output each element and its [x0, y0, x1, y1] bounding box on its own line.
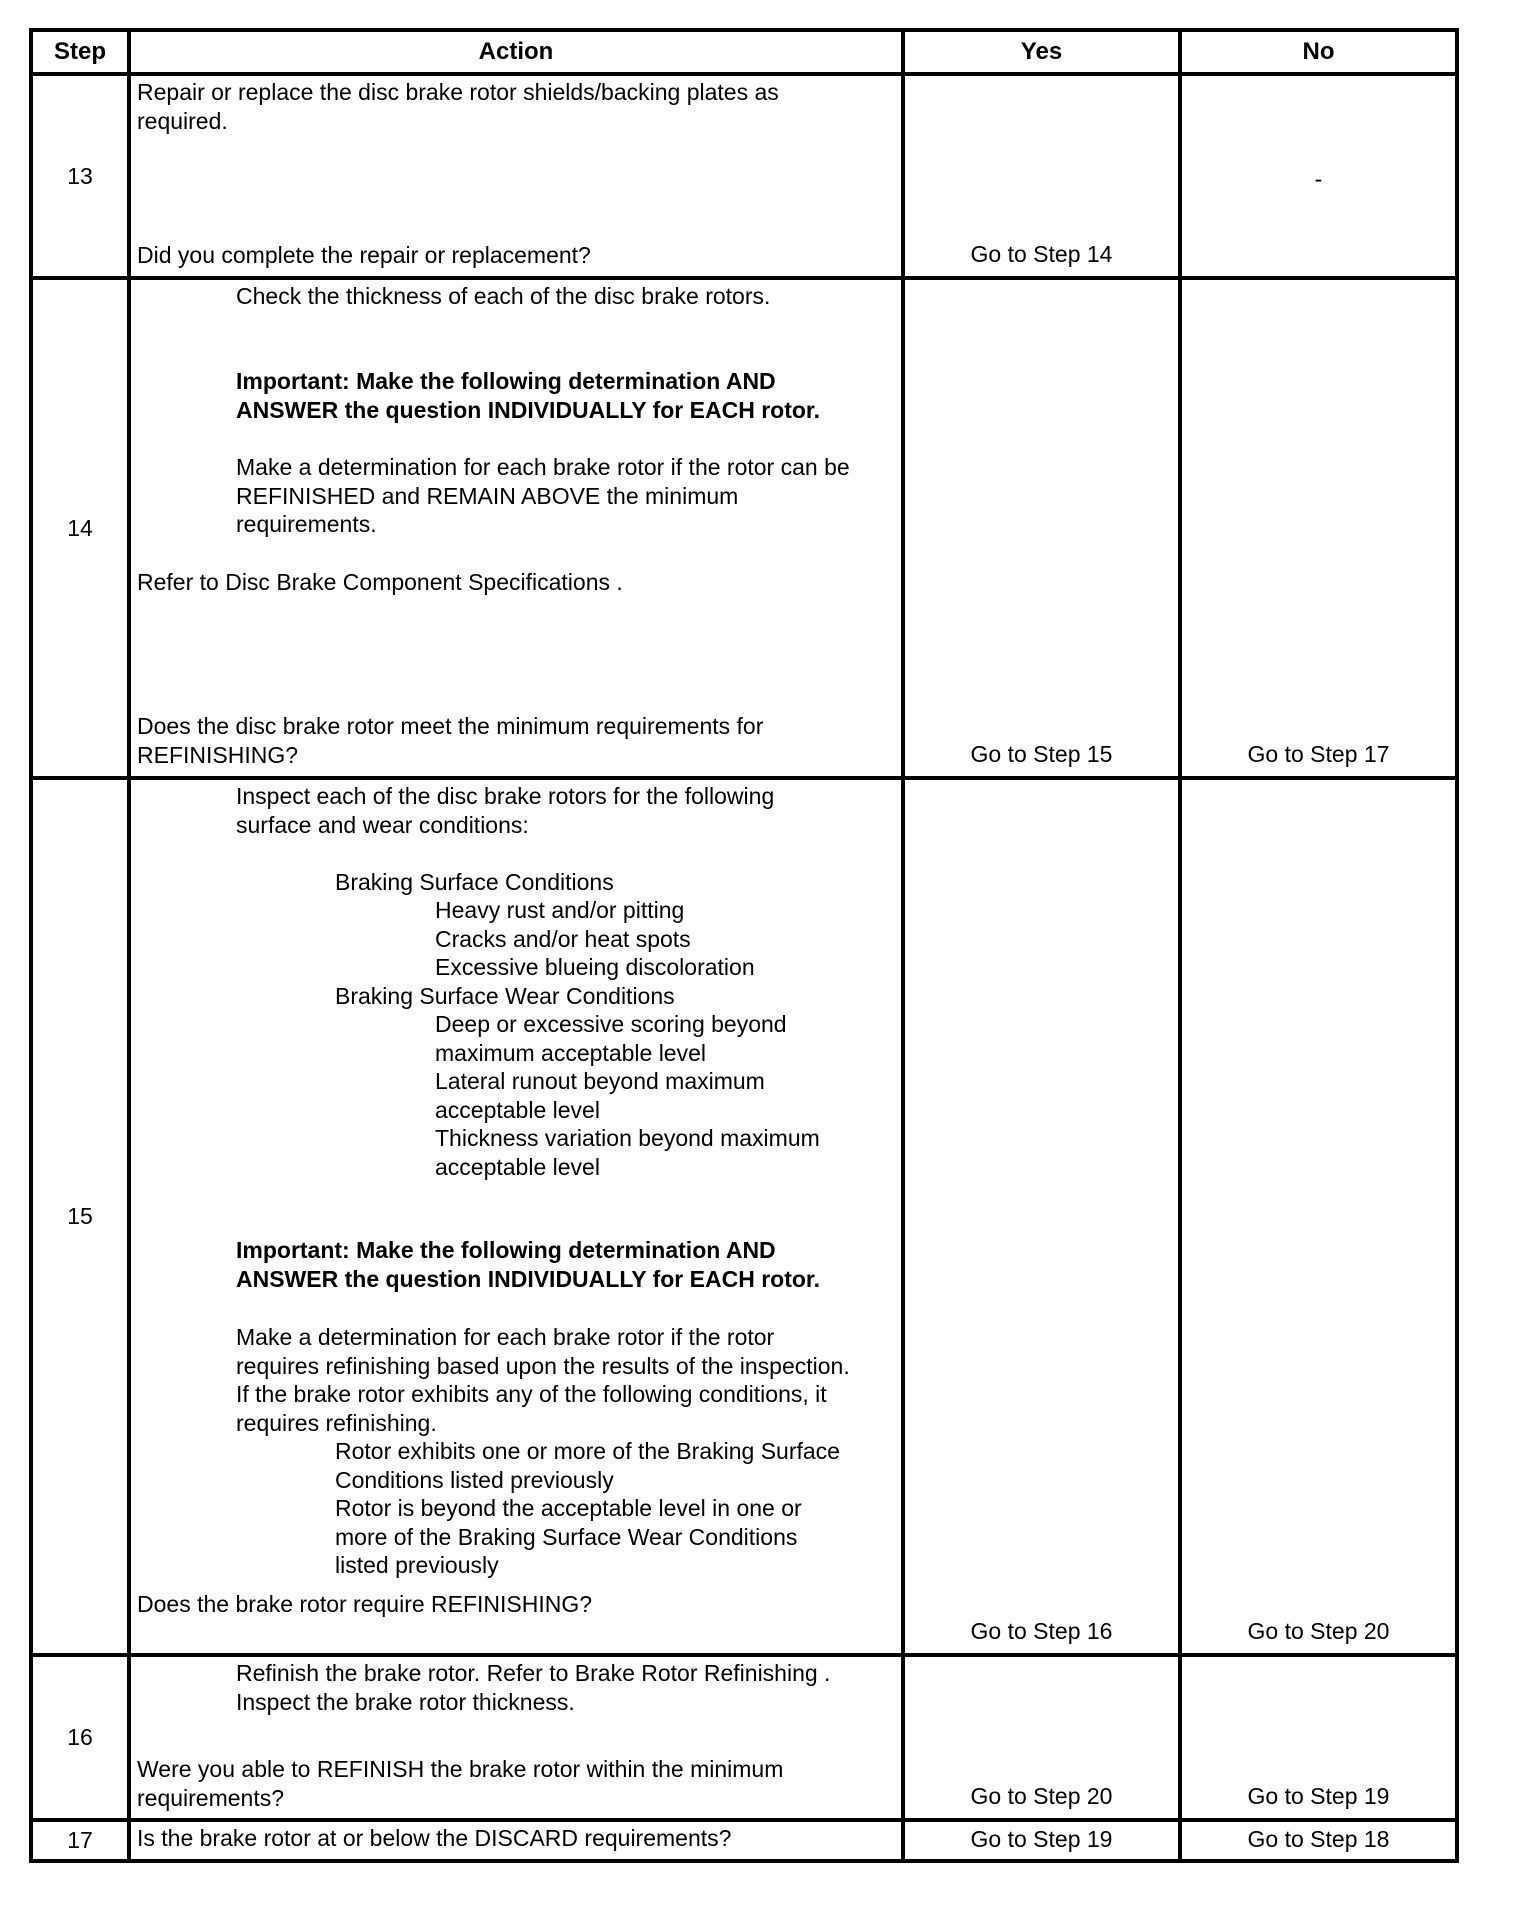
question-text: Does the disc brake rotor meet the minimum requirements for REFINISHING? — [137, 713, 764, 768]
condition-list: Heavy rust and/or pitting Cracks and/or heat spots Excessive blueing discoloration — [435, 897, 755, 980]
yes-link[interactable]: Go to Step 16 — [970, 1618, 1113, 1644]
important-note: Important: Make the following determination AND ANSWER the question INDIVIDUALLY for EACH rotor. — [236, 368, 820, 423]
yes-link[interactable]: Go to Step 20 — [970, 1783, 1113, 1809]
yes-cell — [903, 1655, 1180, 1820]
step-number: 14 — [31, 278, 129, 778]
action-text: Check the thickness of each of the disc brake rotors. — [236, 283, 771, 309]
header-no: No — [1180, 30, 1457, 74]
header-row — [31, 30, 1457, 74]
step-number: 13 — [31, 74, 129, 278]
question-text: Were you able to REFINISH the brake rotor within the minimum requirements? — [137, 1756, 784, 1811]
yes-cell — [903, 1820, 1180, 1861]
condition-list: Deep or excessive scoring beyond maximum acceptable level Lateral runout beyond maximum acceptable level Thickness variation beyond maximum acceptable level — [435, 1011, 820, 1180]
question-text: Does the brake rotor require REFINISHING? — [137, 1591, 593, 1617]
yes-cell — [903, 74, 1180, 278]
action-cell — [129, 1820, 903, 1861]
action-text: Repair or replace the disc brake rotor shields/backing plates as required. — [137, 79, 779, 134]
table-row — [31, 778, 1457, 1655]
no-cell — [1180, 1655, 1457, 1820]
action-text: Make a determination for each brake rotor if the rotor requires refinishing based upon the results of the inspection. If the brake rotor exhibits any of the following conditions, it requires refinishing. — [236, 1324, 850, 1436]
no-value: - — [1314, 166, 1323, 192]
question-text: Is the brake rotor at or below the DISCARD requirements? — [137, 1825, 732, 1851]
step-number: 17 — [31, 1820, 129, 1861]
no-cell — [1180, 278, 1457, 778]
action-cell — [129, 778, 903, 1655]
table-row — [31, 278, 1457, 778]
table-row — [31, 1820, 1457, 1861]
action-text: Make a determination for each brake rotor if the rotor can be REFINISHED and REMAIN ABOVE the minimum requirements. — [236, 454, 850, 537]
header-step: Step — [31, 30, 129, 74]
condition-list: Rotor exhibits one or more of the Braking Surface Conditions listed previously Rotor is beyond the acceptable level in one or more of the Braking Surface Wear Conditions listed previously — [335, 1438, 840, 1578]
no-link[interactable]: Go to Step 18 — [1247, 1826, 1390, 1852]
table-row — [31, 74, 1457, 278]
section-heading: Braking Surface Conditions — [335, 869, 614, 895]
no-cell — [1180, 778, 1457, 1655]
action-text: Refinish the brake rotor. Refer to Brake Rotor Refinishing . Inspect the brake rotor thickness. — [236, 1660, 831, 1715]
yes-link[interactable]: Go to Step 15 — [970, 741, 1113, 767]
section-heading: Braking Surface Wear Conditions — [335, 983, 675, 1009]
yes-link[interactable]: Go to Step 19 — [970, 1826, 1113, 1852]
reference-text: Refer to Disc Brake Component Specifications . — [137, 569, 623, 595]
header-yes: Yes — [903, 30, 1180, 74]
no-link[interactable]: Go to Step 17 — [1247, 741, 1390, 767]
action-cell — [129, 74, 903, 278]
step-number: 16 — [31, 1655, 129, 1820]
table-row — [31, 1655, 1457, 1820]
step-number: 15 — [31, 778, 129, 1655]
important-note: Important: Make the following determination AND ANSWER the question INDIVIDUALLY for EACH rotor. — [236, 1237, 820, 1292]
yes-link[interactable]: Go to Step 14 — [970, 241, 1113, 267]
yes-cell — [903, 278, 1180, 778]
no-cell — [1180, 74, 1457, 278]
no-link[interactable]: Go to Step 19 — [1247, 1783, 1390, 1809]
procedure-table — [29, 28, 1459, 1863]
action-cell — [129, 278, 903, 778]
yes-cell — [903, 778, 1180, 1655]
action-text: Inspect each of the disc brake rotors for the following surface and wear conditions: — [236, 783, 775, 838]
action-cell — [129, 1655, 903, 1820]
no-cell — [1180, 1820, 1457, 1861]
question-text: Did you complete the repair or replacement? — [137, 242, 591, 268]
no-link[interactable]: Go to Step 20 — [1247, 1618, 1390, 1644]
header-action: Action — [129, 30, 903, 74]
